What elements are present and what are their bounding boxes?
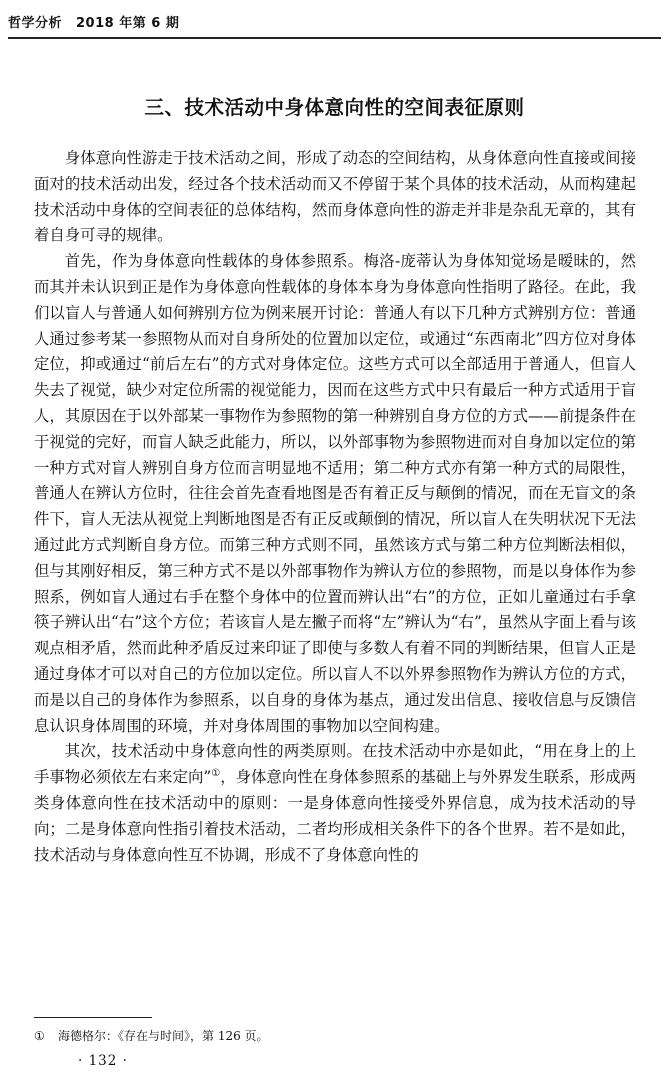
paragraph-3 <box>34 739 636 868</box>
paragraph-2: 首先，作为身体意向性载体的身体参照系。梅洛-庞蒂认为身体知觉场是暧昧的，然而其并未认识到正是作为身体意向性载体的身体本身为身体意向性指明了路径。在此，我们以盲人与普通人如何辨别方位为例来展开讨论：普通人有以下几种方式辨别方位：普通人通过参考某一参照物从而对自身所处的位置加以定位，或通过“东西南北”四方位对身体定位，抑或通过“前后左右”的方式对身体定位。这些方式可以全部适用于普通人，但盲人失去了视觉，缺少对定位所需的视觉能力，因而在这些方式中只有最后一种方式适用于盲人，其原因在于以外部某一事物作为参照物的第一种辨别自身方位的方式——前提条件在于视觉的完好，而盲人缺乏此能力，所以，以外部事物为参照物进而对自身加以定位的第一种方式对盲人辨别自身方位而言明显地不适用；第二种方式亦有第一种方式的局限性，普通人在辨认方位时，往往会首先查看地图是否有着正反与颠倒的情况，而在无盲文的条件下，盲人无法从视觉上判断地图是否有正反或颠倒的情况，所以盲人在失明状况下无法通过此方式判断自身方位。而第三种方式则不同，虽然该方式与第二种方位判断法相似，但与其刚好相反，第三种方式不是以外部事物作为辨认方位的参照物，而是以身体作为参照系，例如盲人通过右手在整个身体中的位置而辨认出“右”的方位，正如儿童通过右手拿筷子辨认出“右”这个方位；若该盲人是左撇子而将“左”辨认为“右”，虽然从字面上看与该观点相矛盾，然而此种矛盾反过来印证了即使与多数人有着不同的判断结果，但盲人正是通过身体才可以对自己的方位加以定位。所以盲人不以外界参照物作为辨认方位的方式，而是以自己的身体作为参照系，以自身的身体为基点，通过发出信息、接收信息与反馈信息认识身体周围的环境，并对身体周围的事物加以空间构建。 <box>34 252 636 735</box>
paragraph-3-text-before: 其次，技术活动中身体意向性的两类原则。在技术活动中亦是如此，“用在身上的上手事物必须依左右来定向” <box>34 742 636 787</box>
issue-label: 2018 年第 6 期 <box>76 15 180 31</box>
page-number: · 132 · <box>78 1053 128 1069</box>
running-header <box>8 6 661 36</box>
header-rule <box>8 37 661 39</box>
paragraph-3-text-after: ，身体意向性在身体参照系的基础上与外界发生联系，形成两类身体意向性在技术活动中的原则：一是身体意向性接受外界信息，成为技术活动的导向；二是身体意向性指引着技术活动，二者均形成相关条件下的各个世界。若不是如此，技术活动与身体意向性互不协调，形成不了身体意向性的 <box>34 768 636 864</box>
section-title: 三、技术活动中身体意向性的空间表征原则 <box>144 96 525 119</box>
journal-title: 哲学分析 <box>8 15 63 31</box>
footnote-rule <box>34 1017 152 1018</box>
paragraph-1: 身体意向性游走于技术活动之间，形成了动态的空间结构，从身体意向性直接或间接面对的技术活动出发，经过各个技术活动而又不停留于某个具体的技术活动，从而构建起技术活动中身体的空间表征的总体结构，然而身体意向性的游走并非是杂乱无章的，其有着自身可寻的规律。 <box>34 149 636 245</box>
footnote-marker: ① <box>34 1029 45 1043</box>
footnote-reference[interactable]: ① <box>211 768 221 779</box>
article-body <box>34 146 636 868</box>
footnote-text: 海德格尔：《存在与时间》，第 126 页。 <box>58 1029 269 1043</box>
footnote <box>34 1028 269 1044</box>
